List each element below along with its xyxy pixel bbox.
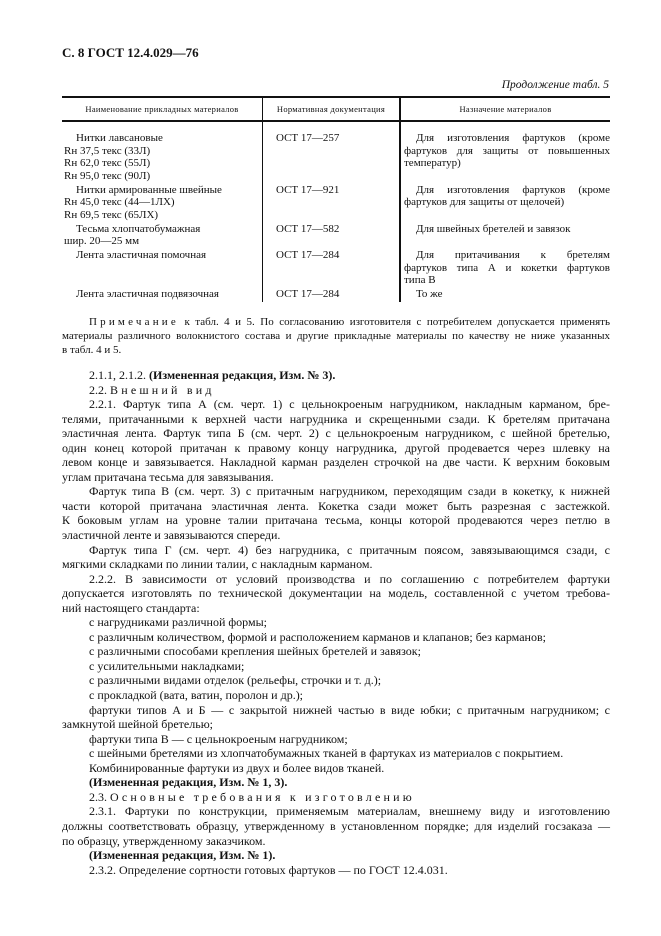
page-header: С. 8 ГОСТ 12.4.029—76 — [62, 45, 199, 60]
material-name: Нитки армированные швейные — [76, 183, 222, 196]
amendment-text: (Измененная редакция, Изм. № 1, 3). — [89, 775, 288, 790]
paragraph-line: телями, притачанными к верхней части нагрудника и скрещенными сзади. К бретелям притачана — [62, 411, 610, 426]
purpose-line: Для швейных бретелей и завязок — [416, 222, 571, 235]
paragraph-line: эластичной ленте и завязываются спереди. — [62, 528, 281, 543]
material-name-cell — [64, 288, 259, 301]
section-title: Основные требования к изготовлению — [110, 789, 415, 804]
purpose-line: фартуков типа А и кокетки фартуков — [404, 261, 610, 274]
note-line: Примечание к табл. 4 и 5. По согласованию изготовителя с потребителем допускается применять — [89, 316, 610, 328]
purpose-cell — [404, 223, 610, 236]
paragraph-line: с прокладкой (вата, ватин, поролон и др.); — [89, 688, 304, 703]
table-continuation-label: Продолжение табл. 5 — [501, 79, 609, 91]
paragraph-line: с различными способами крепления шейных бретелей и завязок; — [89, 644, 421, 659]
section-heading — [62, 790, 610, 805]
paragraph-line: эластичная лента. Фартук типа Б (см. черт. 2) с цельнокроеным нагрудником, с шейной бретелью, — [62, 426, 610, 441]
paragraph-line: с нагрудниками различной формы; — [89, 615, 267, 630]
material-name: Rн 62,0 текс (55Л) — [64, 157, 151, 169]
normative-doc-cell: ОСТ 17—582 — [276, 222, 340, 235]
paragraph-line: 2.3.1. Фартуки по конструкции, применяемым материалам, внешнему виду и изготовлению — [89, 804, 610, 819]
normative-doc-cell: ОСТ 17—921 — [276, 183, 340, 196]
purpose-line: фартуков для защиты от щелочей) — [404, 196, 565, 208]
clause-number: 2.3. — [89, 789, 110, 804]
material-name-cell — [64, 184, 259, 222]
amendment-note — [62, 368, 610, 383]
purpose-cell — [404, 132, 610, 170]
column-header: Наименование прикладных материалов — [85, 104, 239, 114]
purpose-line: Для изготовления фартуков (кроме — [416, 183, 610, 196]
material-name: Лента эластичная подвязочная — [76, 288, 219, 300]
material-name: Нитки лавсановые — [76, 132, 163, 144]
purpose-cell — [404, 249, 610, 287]
clause-number: 2.2. — [89, 382, 110, 397]
paragraph-line: углам притачана тесьма для завязывания. — [62, 469, 274, 484]
material-name: Rн 95,0 текс (90Л) — [64, 169, 151, 182]
section-title: Внешний вид — [110, 382, 215, 397]
table-top-rule — [62, 96, 610, 98]
paragraph-line: с различными видами отделок (рельефы, строчки и т. д.); — [89, 673, 382, 688]
normative-doc-cell: ОСТ 17—284 — [276, 288, 340, 300]
material-name-cell — [64, 132, 259, 182]
material-name: Rн 69,5 текс (65ЛХ) — [64, 208, 159, 221]
section-heading — [62, 383, 610, 398]
amendment-text: (Измененная редакция, Изм. № 3). — [149, 368, 336, 382]
material-name: Rн 45,0 текс (44—1ЛХ) — [64, 196, 175, 208]
paragraph-line: с шейными бретелями из хлопчатобумажных тканей в фартуках из материалов с покрытием. — [89, 746, 564, 761]
purpose-line: типа В — [404, 274, 436, 286]
paragraph-line: фартуки типов А и Б — с закрытой нижней частью в виде юбки; с притачным нагрудником; с — [89, 702, 610, 717]
amendment-note — [62, 848, 610, 863]
paragraph-line: Комбинированные фартуки из двух и более видов тканей. — [89, 760, 385, 775]
paragraph-line: допускается изготовлять по технической документации на модель, составленной с учетом требова- — [62, 586, 610, 601]
amendment-note — [62, 775, 610, 790]
column-header: Назначение материалов — [459, 104, 552, 114]
column-header: Нормативная документация — [276, 104, 386, 114]
paragraph-line: Фартук типа Г (см. черт. 4) без нагрудника, с притачным поясом, завязывающимся сзади, с — [89, 542, 610, 557]
note-label: Примечание — [89, 316, 179, 328]
paragraph-line: с усилительными накладками; — [89, 658, 245, 673]
document-body — [62, 368, 610, 877]
materials-table — [62, 96, 610, 302]
purpose-line: Для изготовления фартуков (кроме — [416, 132, 610, 144]
table-note — [62, 315, 610, 357]
paragraph-line: один конец которой притачан к правому концу нагрудника, другой продевается через шлевку на — [62, 440, 610, 455]
paragraph-line: ний настоящего стандарта: — [62, 600, 200, 615]
clause-number: 2.1.1, 2.1.2. — [89, 368, 149, 382]
material-name: Rн 37,5 текс (33Л) — [64, 144, 151, 157]
material-name-cell — [64, 223, 259, 248]
purpose-line: То же — [416, 288, 443, 300]
paragraph-line: 2.3.2. Определение сортности готовых фартуков — по ГОСТ 12.4.031. — [89, 862, 448, 877]
paragraph-line: левом конце и завязывается. Накладной карман разделен строчкой на две части. К верхним боковым — [62, 455, 610, 470]
amendment-text: (Измененная редакция, Изм. № 1). — [89, 848, 276, 863]
paragraph-line: К боковым углам на уровне талии притачана тесьма, концы которой продеваются через петлю в — [62, 513, 610, 528]
column-divider — [399, 96, 401, 302]
note-line: материалы различного волокнистого состава и другие прикладные материалы по качеству не ниже указанных — [62, 330, 610, 342]
column-divider — [262, 96, 263, 302]
table-header-rule — [62, 120, 610, 122]
paragraph-line: по образцу, утвержденному заказчиком. — [62, 833, 266, 848]
normative-doc-cell: ОСТ 17—257 — [276, 132, 340, 144]
paragraph-line: части которой притачана эластичная лента. Кокетка сзади может быть разрезная с застежкой. — [62, 498, 610, 513]
purpose-line: Для притачивания к бретелям — [416, 249, 610, 261]
purpose-line: температур) — [404, 157, 461, 169]
paragraph-line: 2.2.2. В зависимости от условий производства и по соглашению с потребителем фартуки — [89, 571, 610, 586]
material-name-cell — [64, 249, 259, 262]
paragraph-line: Фартук типа В (см. черт. 3) с притачным нагрудником, переходящим сзади в кокетку, к нижней — [89, 484, 610, 499]
material-name: Тесьма хлопчатобумажная — [76, 222, 201, 235]
paragraph-line: должны соответствовать образцу, утвержденному в установленном порядке; для изделий госзаказа — — [62, 818, 610, 833]
material-name: шир. 20—25 мм — [64, 235, 140, 247]
purpose-cell — [404, 288, 610, 301]
material-name: Лента эластичная помочная — [76, 249, 207, 261]
paragraph-line: замкнутой шейной бретелью; — [62, 717, 214, 732]
paragraph-line: фартуки типа В — с цельнокроеным нагрудником; — [89, 731, 348, 746]
paragraph-line: с различным количеством, формой и расположением карманов и клапанов; без карманов; — [89, 629, 546, 644]
paragraph-line: 2.2.1. Фартук типа А (см. черт. 1) с цельнокроеным нагрудником, накладным карманом, бре- — [89, 397, 610, 412]
purpose-line: фартуков для защиты от повышенных — [404, 144, 610, 157]
purpose-cell — [404, 184, 610, 209]
normative-doc-cell: ОСТ 17—284 — [276, 249, 340, 261]
note-line: в табл. 4 и 5. — [62, 344, 122, 356]
paragraph-line: мягкими складками по линии талии, с накладным карманом. — [62, 557, 373, 572]
